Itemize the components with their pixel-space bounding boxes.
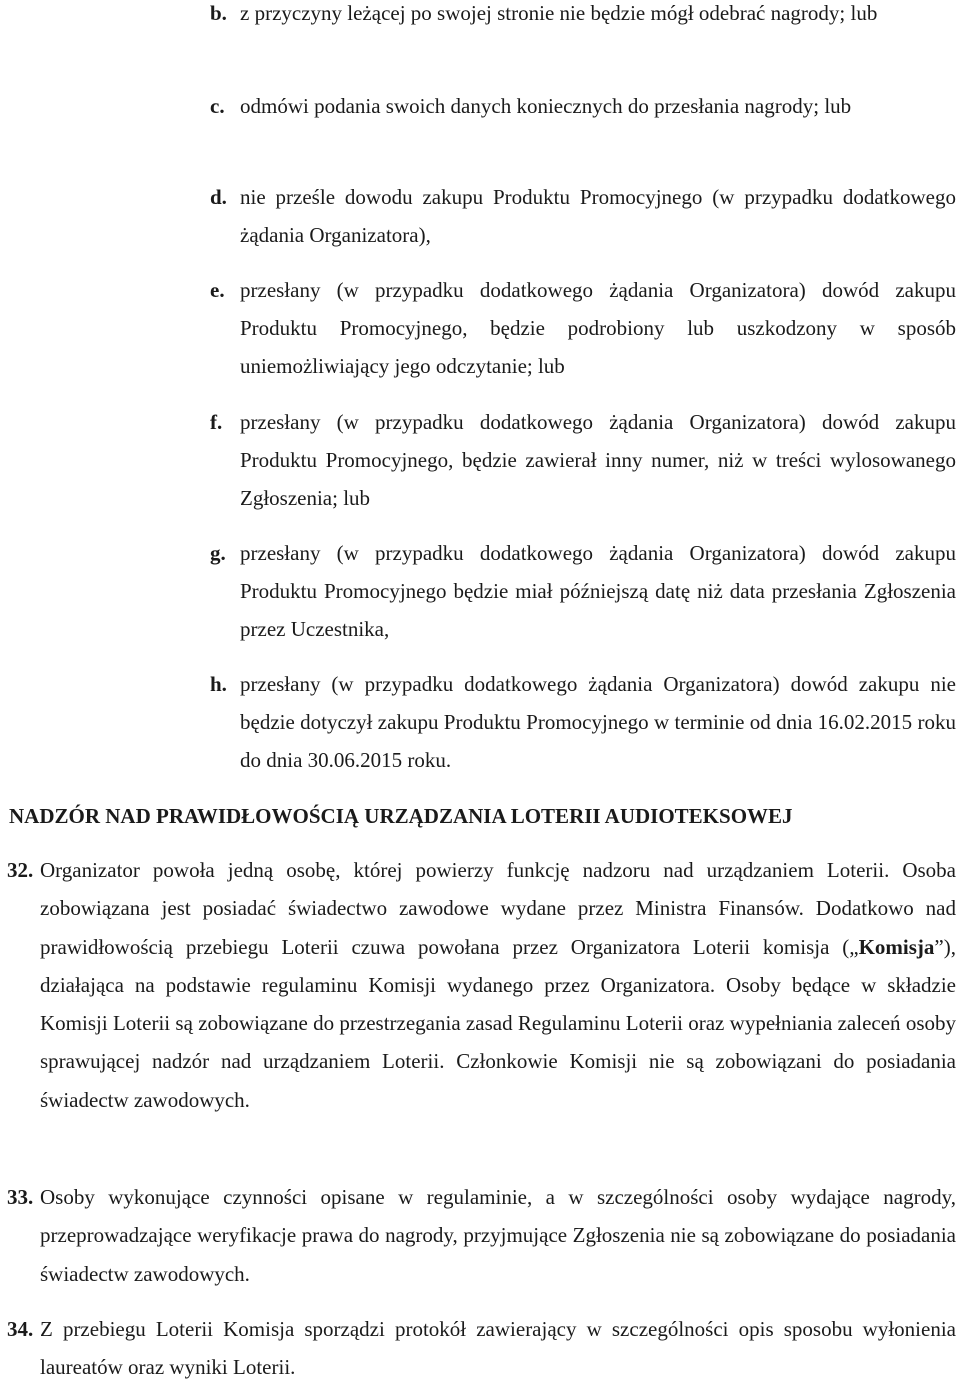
defined-term: Komisja — [858, 934, 935, 959]
list-item-text: przesłany (w przypadku dodatkowego żądania Organizatora) dowód zakupu Produktu Promocyjnego, będzie podrobiony lub uszkodzony w sposób uniemożliwiający jego odczytanie; lub — [240, 278, 956, 378]
paragraph-33 — [7, 1178, 956, 1293]
paragraph-number: 33. — [7, 1185, 34, 1209]
paragraph-text-part: ”), działająca na podstawie regulaminu Komisji wydanego przez Organizatora. Osoby będące w składzie Komisji Loterii są zobowiązane do przestrzegania zasad Regulaminu Loterii oraz wypełniania zaleceń osoby sprawującej nadzór nad urządzaniem Loterii. Członkowie Komisji nie są zobowiązani do posiadania świadectw zawodowych. — [40, 934, 956, 1112]
list-item-text: przesłany (w przypadku dodatkowego żądania Organizatora) dowód zakupu nie będzie dotyczył zakupu Produktu Promocyjnego w terminie od dnia 16.02.2015 roku do dnia 30.06.2015 roku. — [240, 672, 956, 772]
list-item-h — [210, 665, 956, 779]
list-item-text: przesłany (w przypadku dodatkowego żądania Organizatora) dowód zakupu Produktu Promocyjnego, będzie zawierał inny numer, niż w treści wylosowanego Zgłoszenia; lub — [240, 410, 956, 510]
section-heading: NADZÓR NAD PRAWIDŁOWOŚCIĄ URZĄDZANIA LOTERII AUDIOTEKSOWEJ — [9, 804, 793, 828]
list-letter: b. — [210, 1, 227, 25]
paragraph-number: 32. — [7, 858, 34, 882]
paragraph-text: Z przebiegu Loterii Komisja sporządzi protokół zawierający w szczególności opis sposobu wyłonienia laureatów oraz wyniki Loterii. — [40, 1317, 956, 1380]
list-item-e — [210, 271, 956, 385]
paragraph-text-part: Organizator powoła jedną osobę, której powierzy funkcję nadzoru nad urządzaniem Loterii. Osoba zobowiązana jest posiadać świadectwo zawodowe wydane przez Ministra Finansów. Dodatkowo nad prawidłowością przebiegu Loterii czuwa powołana przez Organizatora Loterii komisja („ — [40, 858, 956, 959]
list-item-text: przesłany (w przypadku dodatkowego żądania Organizatora) dowód zakupu Produktu Promocyjnego będzie miał późniejszą datę niż data przesłania Zgłoszenia przez Uczestnika, — [240, 541, 956, 641]
paragraph-text: Osoby wykonujące czynności opisane w regulaminie, a w szczególności osoby wydające nagrody, przeprowadzające weryfikacje prawa do nagrody, przyjmujące Zgłoszenia nie są zobowiązane do posiadania świadectw zawodowych. — [40, 1185, 956, 1286]
paragraph-number: 34. — [7, 1317, 34, 1341]
list-item-text: odmówi podania swoich danych koniecznych do przesłania nagrody; lub — [240, 94, 852, 118]
list-letter: f. — [210, 410, 223, 434]
list-letter: d. — [210, 185, 227, 209]
list-letter: c. — [210, 94, 225, 118]
list-item-d — [210, 178, 956, 254]
list-item-b — [210, 0, 956, 32]
list-item-c — [210, 87, 956, 125]
list-item-g — [210, 534, 956, 648]
list-letter: h. — [210, 672, 227, 696]
paragraph-34 — [7, 1310, 956, 1387]
paragraph-32 — [7, 851, 956, 1119]
list-letter: e. — [210, 278, 225, 302]
list-item-f — [210, 403, 956, 517]
list-letter: g. — [210, 541, 226, 565]
list-item-text: nie prześle dowodu zakupu Produktu Promocyjnego (w przypadku dodatkowego żądania Organizatora), — [240, 185, 956, 247]
list-item-text: z przyczyny leżącej po swojej stronie nie będzie mógł odebrać nagrody; lub — [240, 1, 878, 25]
